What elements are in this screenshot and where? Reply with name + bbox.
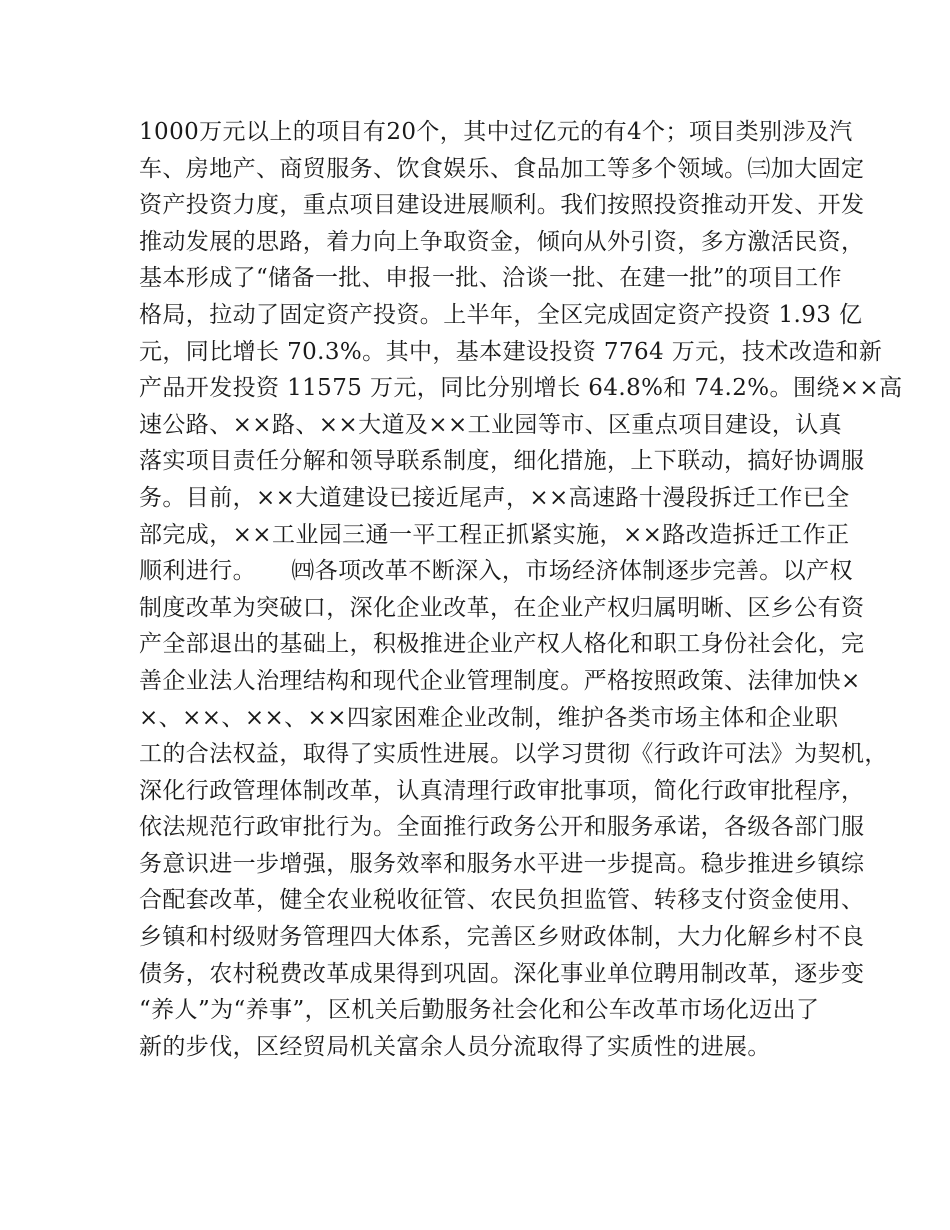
text-line: 1000万元以上的项目有20个，其中过亿元的有4个；项目类别涉及汽 [139, 119, 853, 145]
text-line: 产全部退出的基础上，积极推进企业产权人格化和职工身份社会化，完 [139, 631, 865, 658]
text-line: 工的合法权益，取得了实质性进展。以学习贯彻《行政许可法》为契机， [139, 741, 888, 768]
text-line: 债务，农村税费改革成果得到巩固。深化事业单位聘用制改革，逐步变 [139, 960, 865, 987]
text-line: 基本形成了“储备一批、申报一批、洽谈一批、在建一批”的项目工作 [139, 265, 842, 292]
text-line: 资产投资力度，重点项目建设进展顺利。我们按照投资推动开发、开发 [139, 192, 865, 219]
text-line: “养人”为“养事”，区机关后勤服务社会化和公车改革市场化迈出了 [139, 997, 820, 1024]
text-line: 速公路、××路、××大道及××工业园等市、区重点项目建设，认真 [139, 411, 843, 438]
text-line: 务意识进一步增强，服务效率和服务水平进一步提高。稳步推进乡镇综 [139, 850, 865, 877]
text-line: 产品开发投资 11575 万元，同比分别增长 64.8%和 74.2%。围绕××高 [139, 375, 903, 402]
text-line: 部完成，××工业园三通一平工程正抓紧实施，××路改造拆迁工作正 [139, 521, 850, 548]
text-line: 善企业法人治理结构和现代企业管理制度。严格按照政策、法律加快× [139, 667, 861, 694]
text-line: 深化行政管理体制改革，认真清理行政审批事项，简化行政审批程序， [139, 777, 865, 804]
text-line: 制度改革为突破口，深化企业改革，在企业产权归属明晰、区乡公有资 [139, 594, 865, 621]
text-line: ×、××、××、××四家困难企业改制，维护各类市场主体和企业职 [139, 704, 839, 731]
text-line: 乡镇和村级财务管理四大体系，完善区乡财政体制，大力化解乡村不良 [139, 924, 865, 951]
text-line: 推动发展的思路，着力向上争取资金，倾向从外引资，多方激活民资， [139, 228, 865, 255]
text-line: 新的步伐，区经贸局机关富余人员分流取得了实质性的进展。 [139, 1033, 771, 1060]
text-line: 车、房地产、商贸服务、饮食娱乐、食品加工等多个领域。㈢加大固定 [139, 155, 865, 182]
text-line: 依法规范行政审批行为。全面推行政务公开和服务承诺，各级各部门服 [139, 814, 865, 841]
body-text [139, 114, 903, 1065]
text-line: 落实项目责任分解和领导联系制度，细化措施，上下联动，搞好协调服 [139, 448, 865, 475]
text-line: 格局，拉动了固定资产投资。上半年，全区完成固定资产投资 1.93 亿 [139, 301, 863, 328]
text-line: 元，同比增长 70.3%。其中，基本建设投资 7764 万元，技术改造和新 [139, 338, 883, 365]
text-line: 务。目前，××大道建设已接近尾声，××高速路十漫段拆迁工作已全 [139, 484, 850, 511]
text-line: 合配套改革，健全农业税收征管、农民负担监管、转移支付资金使用、 [139, 887, 865, 914]
text-line: 顺利进行。 ㈣各项改革不断深入，市场经济体制逐步完善。以产权 [139, 558, 853, 585]
